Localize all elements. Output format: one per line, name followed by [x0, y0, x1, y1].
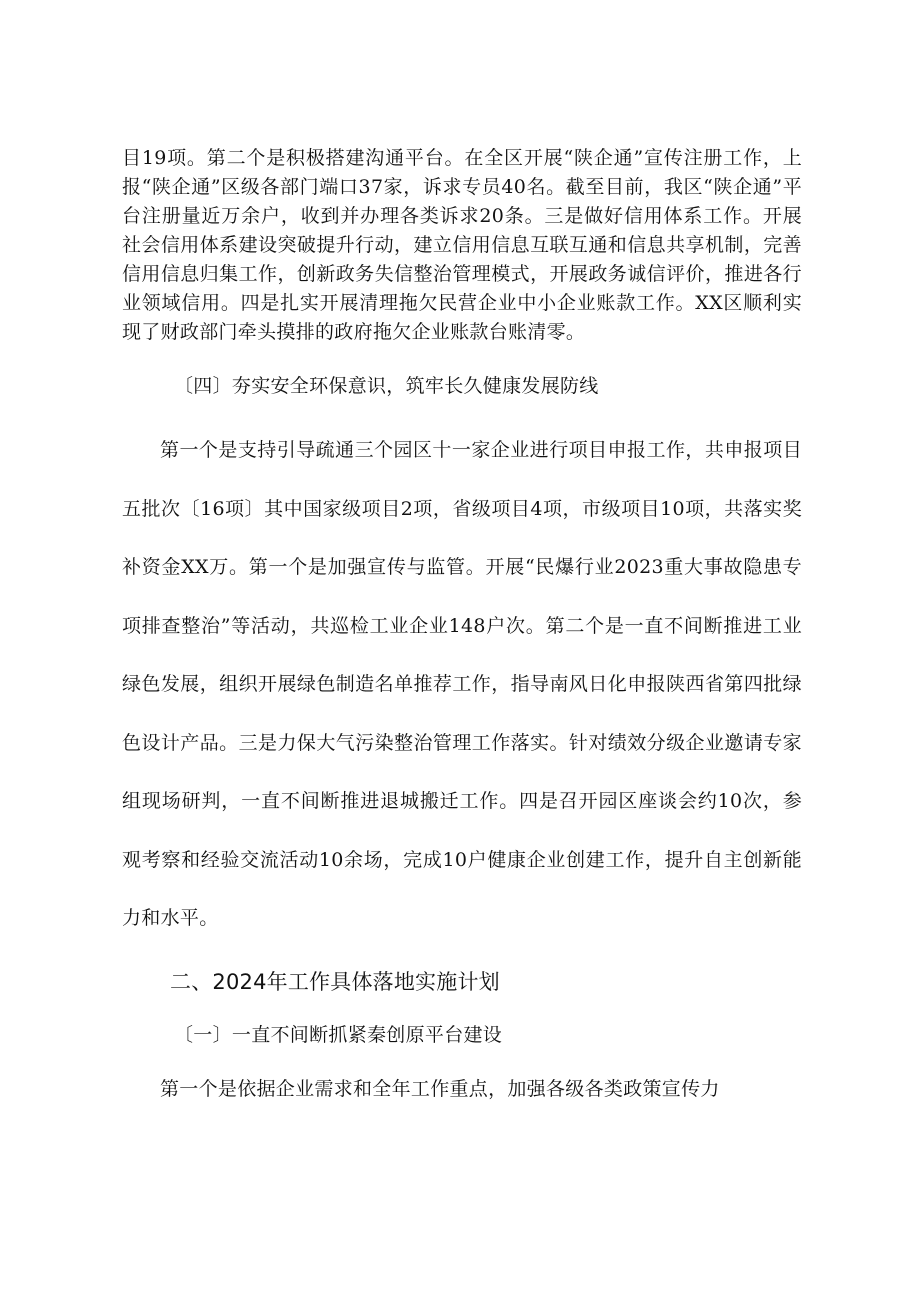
spacer [122, 948, 802, 967]
section-subheading-1: 〔一〕一直不间断抓紧秦创原平台建设 [174, 1023, 503, 1046]
spacer [122, 1050, 802, 1075]
section-subheading-4: 〔四〕夯实安全环保意识，筑牢长久健康发展防线 [174, 375, 599, 397]
body-paragraph-3: 第一个是依据企业需求和全年工作重点，加强各级各类政策宣传力 [160, 1077, 720, 1100]
spacer [122, 401, 802, 421]
body-paragraph-2: 第一个是支持引导疏通三个园区十一家企业进行项目申报工作，共申报项目五批次〔16项〕其中国家级项目2项，省级项目4项，市级项目10项，共落实奖补资金XX万。第一个是加强宣传与监管。开展“民爆行业2023重大事故隐患专项排查整治”等活动，共巡检工业企业148户次。第二个是一直不间断推进工业绿色发展，组织开展绿色制造名单推荐工作，指导南风日化申报陕西省第四批绿色设计产品。三是力保大气污染整治管理工作落实。针对绩效分级企业邀请专家组现场研判，一直不间断推进退城搬迁工作。四是召开园区座谈会约10次，参观考察和经验交流活动10余场，完成10户健康企业创建工作，提升自主创新能力和水平。 [122, 439, 802, 929]
spacer [122, 347, 802, 371]
spacer [122, 997, 802, 1020]
document-body [122, 144, 802, 1104]
body-paragraph-1: 目19项。第二个是积极搭建沟通平台。在全区开展“陕企通”宣传注册工作，上报“陕企通”区级各部门端口37家，诉求专员40名。截至目前，我区“陕企通”平台注册量近万余户，收到并办理各类诉求20条。三是做好信用体系工作。开展社会信用体系建设突破提升行动，建立信用信息互联互通和信息共享机制，完善信用信息归集工作，创新政务失信整治管理模式，开展政务诚信评价，推进各行业领域信用。四是扎实开展清理拖欠民营企业中小企业账款工作。XX区顺利实现了财政部门牵头摸排的政府拖欠企业账款台账清零。 [122, 147, 802, 343]
section-heading-2: 二、2024年工作具体落地实施计划 [170, 969, 500, 994]
